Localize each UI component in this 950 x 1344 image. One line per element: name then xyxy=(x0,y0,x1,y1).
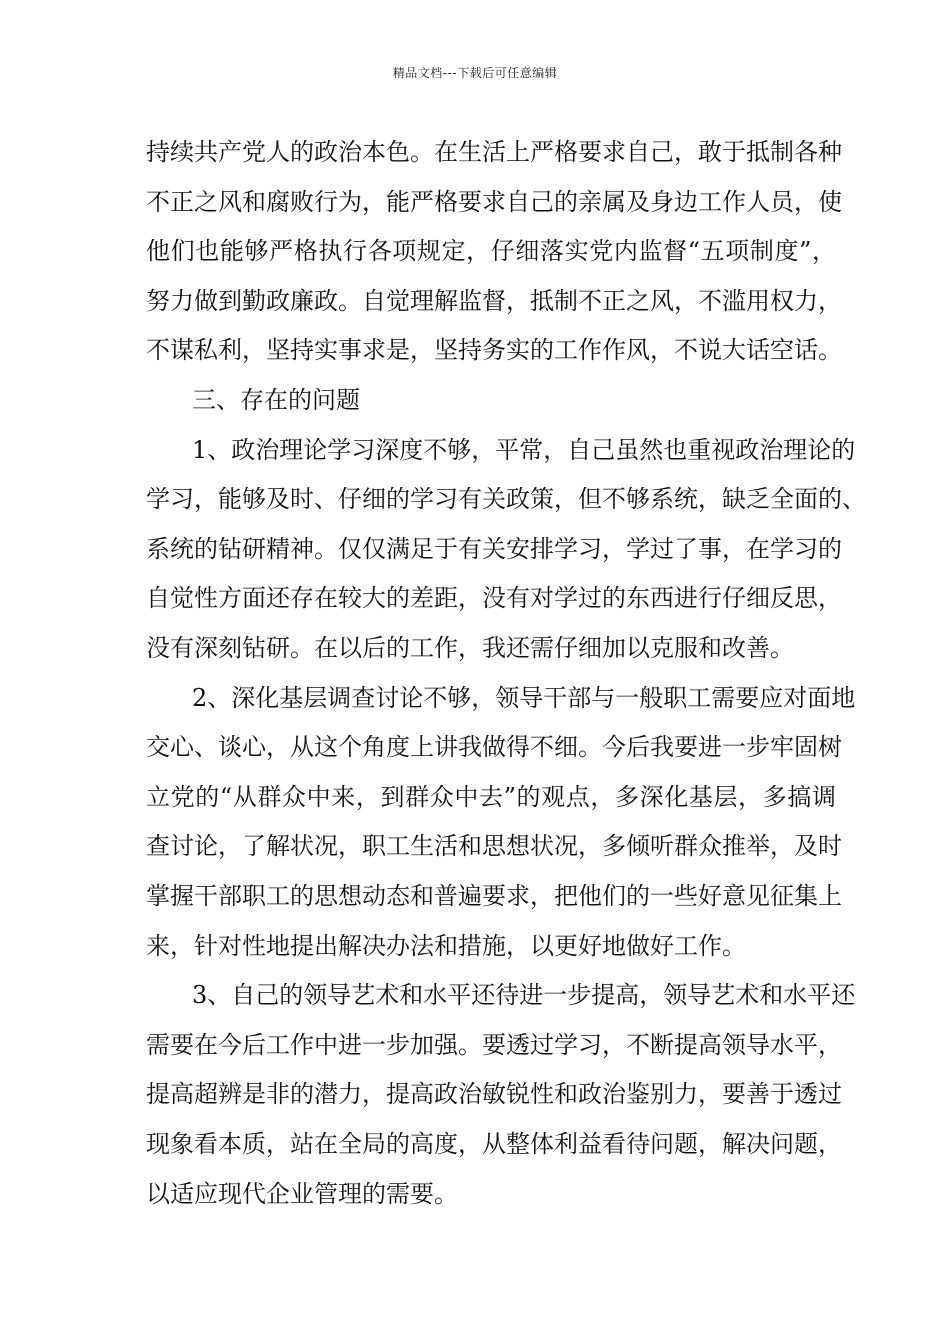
text-line: 他们也能够严格执行各项规定，仔细落实党内监督“五项制度”， xyxy=(146,237,836,266)
text-line: 1、政治理论学习深度不够，平常，自己虽然也重视政治理论的 xyxy=(192,435,856,464)
text-line: 没有深刻钻研。在以后的工作，我还需仔细加以克服和改善。 xyxy=(146,634,794,662)
text-line: 交心、谈心，从这个角度上讲我做得不细。今后我要进一步牢固树 xyxy=(146,733,842,762)
text-line: 不谋私利，坚持实事求是，坚持务实的工作作风，不说大话空话。 xyxy=(146,336,842,365)
text-line: 立党的“从群众中来，到群众中去”的观点，多深化基层，多搞调 xyxy=(146,782,836,811)
text-line: 现象看本质，站在全局的高度，从整体利益看待问题，解决问题， xyxy=(146,1130,842,1158)
text-line: 查讨论，了解状况，职工生活和思想状况，多倾听群众推举，及时 xyxy=(146,832,842,861)
text-line: 三、存在的问题 xyxy=(192,386,360,414)
text-line: 掌握干部职工的思想动态和普遍要求，把他们的一些好意见征集上 xyxy=(146,882,842,910)
text-line: 3、自己的领导艺术和水平还待进一步提高，领导艺术和水平还 xyxy=(192,981,856,1010)
text-line: 努力做到勤政廉政。自觉理解监督，抵制不正之风，不滥用权力， xyxy=(146,286,842,315)
text-line: 以适应现代企业管理的需要。 xyxy=(146,1179,458,1208)
page-header: 精品文档---下载后可任意编辑 xyxy=(392,66,558,80)
text-line: 自觉性方面还存在较大的差距，没有对学过的东西进行仔细反思， xyxy=(146,584,842,613)
text-line: 2、深化基层调查讨论不够，领导干部与一般职工需要应对面地 xyxy=(192,683,856,712)
text-line: 系统的钻研精神。仅仅满足于有关安排学习，学过了事，在学习的 xyxy=(146,534,842,563)
text-line: 不正之风和腐败行为，能严格要求自己的亲属及身边工作人员，使 xyxy=(146,187,842,216)
text-line: 学习，能够及时、仔细的学习有关政策，但不够系统，缺乏全面的、 xyxy=(146,485,866,514)
text-line: 需要在今后工作中进一步加强。要透过学习，不断提高领导水平， xyxy=(146,1030,842,1059)
text-line: 来，针对性地提出解决办法和措施，以更好地做好工作。 xyxy=(146,931,746,960)
text-line: 持续共产党人的政治本色。在生活上严格要求自己，敢于抵制各种 xyxy=(146,138,842,166)
text-line: 提高超辨是非的潜力，提高政治敏锐性和政治鉴别力，要善于透过 xyxy=(146,1080,842,1109)
